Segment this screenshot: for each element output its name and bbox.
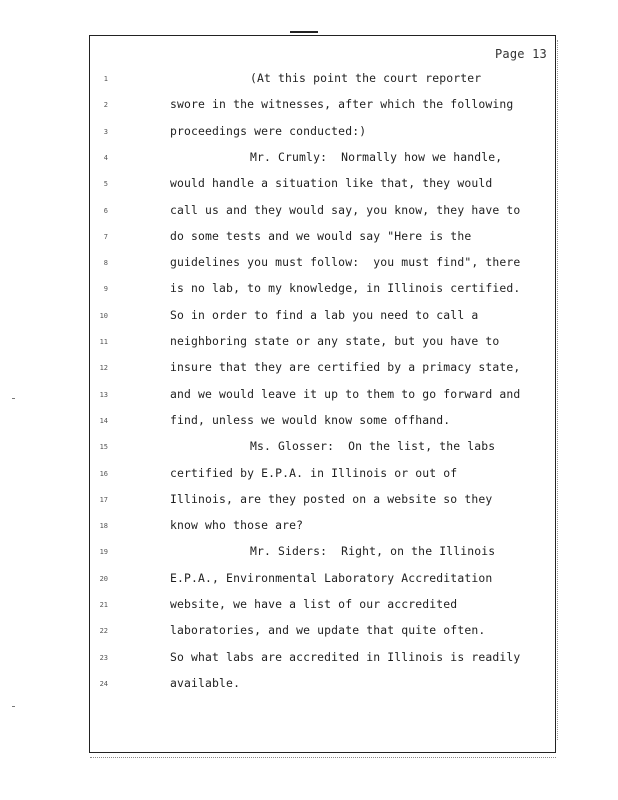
line-number: 22 bbox=[99, 627, 108, 636]
left-margin-mark bbox=[12, 706, 15, 707]
transcript-line bbox=[0, 308, 618, 328]
line-text: would handle a situation like that, they would bbox=[170, 176, 493, 191]
transcript-line bbox=[0, 124, 618, 144]
line-number: 1 bbox=[103, 75, 108, 83]
line-number: 3 bbox=[103, 127, 108, 136]
line-text: Mr. Siders: Right, on the Illinois bbox=[250, 544, 496, 559]
line-number: 16 bbox=[99, 469, 108, 478]
line-text: do some tests and we would say "Here is the bbox=[170, 228, 472, 243]
line-number: 7 bbox=[103, 232, 108, 241]
line-text: call us and they would say, you know, they have to bbox=[170, 202, 521, 217]
transcript-line bbox=[0, 176, 618, 196]
line-text: laboratories, and we update that quite often. bbox=[170, 623, 486, 638]
line-number: 13 bbox=[99, 390, 108, 399]
line-number: 8 bbox=[103, 259, 108, 268]
line-text: know who those are? bbox=[170, 518, 304, 533]
transcript-line bbox=[0, 150, 618, 170]
transcript-line bbox=[0, 492, 618, 512]
transcript-line bbox=[0, 544, 618, 564]
line-text: is no lab, to my knowledge, in Illinois certified. bbox=[170, 281, 521, 296]
line-text: website, we have a list of our accredited bbox=[170, 597, 458, 611]
transcript-line bbox=[0, 387, 618, 407]
transcript-line bbox=[0, 334, 618, 354]
transcript-line bbox=[0, 676, 618, 696]
transcript-line bbox=[0, 71, 618, 91]
line-text: and we would leave it up to them to go forward and bbox=[170, 386, 521, 401]
transcript-line bbox=[0, 623, 618, 643]
line-text: Illinois, are they posted on a website so they bbox=[170, 491, 493, 506]
bottom-scan-line bbox=[90, 757, 556, 759]
line-number: 19 bbox=[99, 548, 108, 557]
page-number: Page 13 bbox=[495, 47, 547, 61]
transcript-line bbox=[0, 360, 618, 380]
line-number: 12 bbox=[99, 364, 108, 373]
line-number: 18 bbox=[99, 522, 108, 531]
line-number: 20 bbox=[99, 574, 108, 583]
line-text: insure that they are certified by a primacy state, bbox=[170, 360, 521, 375]
line-number: 2 bbox=[103, 101, 108, 110]
transcript-line bbox=[0, 439, 618, 459]
transcript-line bbox=[0, 650, 618, 670]
line-number: 24 bbox=[99, 679, 108, 688]
line-text: E.P.A., Environmental Laboratory Accreditation bbox=[170, 570, 493, 585]
line-text: Ms. Glosser: On the list, the labs bbox=[250, 439, 496, 454]
line-text: guidelines you must follow: you must find", there bbox=[170, 255, 521, 270]
line-number: 6 bbox=[103, 206, 108, 215]
line-text: So what labs are accredited in Illinois is readily bbox=[170, 649, 521, 664]
line-text: Mr. Crumly: Normally how we handle, bbox=[250, 149, 503, 164]
line-number: 14 bbox=[99, 416, 108, 425]
line-number: 17 bbox=[99, 495, 108, 504]
transcript-line bbox=[0, 597, 618, 617]
line-text: certified by E.P.A. in Illinois or out of bbox=[170, 465, 458, 480]
line-text: swore in the witnesses, after which the following bbox=[170, 97, 514, 112]
line-text: neighboring state or any state, but you have to bbox=[170, 334, 500, 348]
top-edge-mark bbox=[290, 31, 318, 33]
line-number: 11 bbox=[99, 338, 108, 346]
line-number: 23 bbox=[99, 653, 108, 662]
transcript-line bbox=[0, 518, 618, 538]
transcript-line bbox=[0, 281, 618, 301]
transcript-line bbox=[0, 255, 618, 275]
line-number: 9 bbox=[103, 285, 108, 294]
line-text: So in order to find a lab you need to call a bbox=[170, 307, 479, 322]
transcript-line bbox=[0, 413, 618, 433]
line-number: 5 bbox=[103, 180, 108, 189]
line-number: 15 bbox=[99, 443, 108, 452]
line-text: available. bbox=[170, 675, 241, 690]
line-number: 10 bbox=[99, 311, 108, 320]
transcript-line bbox=[0, 466, 618, 486]
transcript-line bbox=[0, 571, 618, 591]
line-text: find, unless we would know some offhand. bbox=[170, 412, 451, 427]
transcript-line bbox=[0, 97, 618, 117]
line-number: 4 bbox=[103, 153, 108, 162]
transcript-line bbox=[0, 229, 618, 249]
line-text: proceedings were conducted:) bbox=[170, 123, 367, 138]
line-number: 21 bbox=[99, 601, 108, 609]
line-text: (At this point the court reporter bbox=[250, 71, 482, 85]
transcript-line bbox=[0, 203, 618, 223]
